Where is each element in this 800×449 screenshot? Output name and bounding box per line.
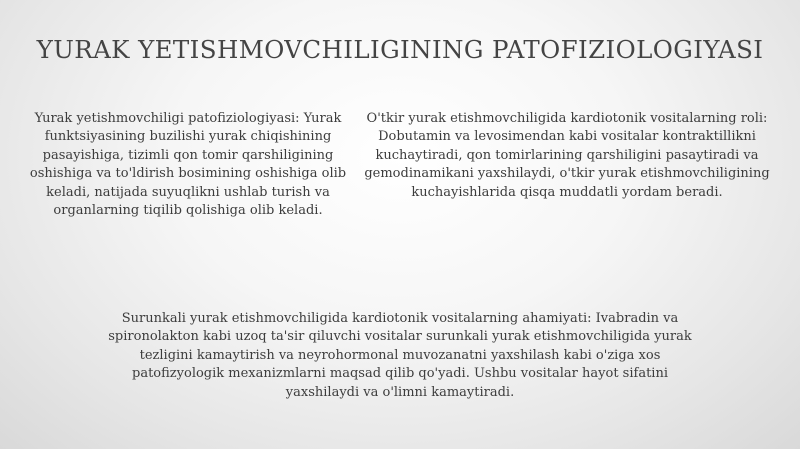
acute-heart-failure-text: O'tkir yurak etishmovchiligida kardiotonik vositalarning roli: Dobutamin va levosimendan kabi vositalar kontraktillikni kuchaytiradi, qon tomirlarining qarshiligini pasaytiradi va gemodinamikani yaxshilaydi, o'tkir yurak etishmovchiligining kuchayishlarida qisqa muddatli yordam beradi.: [364, 111, 770, 200]
slide-title: YURAK YETISHMOVCHILIGINING PATOFIZIOLOGIYASI: [36, 35, 764, 64]
pathophysiology-text: Yurak yetishmovchiligi patofiziologiyasi: Yurak funktsiyasining buzilishi yurak chiqishining pasayishiga, tizimli qon tomir qarshiligining oshishiga va to'ldirish bosimining oshishiga olib keladi, natijada suyuqlikni ushlab turish va organlarning tiqilib qolishiga olib keladi.: [29, 111, 347, 219]
chronic-heart-failure-text: Surunkali yurak etishmovchiligida kardiotonik vositalarning ahamiyati: Ivabradin va spironolakton kabi uzoq ta'sir qiluvchi vositalar surunkali yurak etishmovchiligida yurak tezligini kamaytirish va neyrohormonal muvozanatni yaxshilash kabi o'ziga xos patofizyologik mexanizmlarni maqsad qilib qo'yadi. Ushbu vositalar hayot sifatini yaxshilaydi va o'limni kamaytiradi.: [108, 311, 692, 400]
